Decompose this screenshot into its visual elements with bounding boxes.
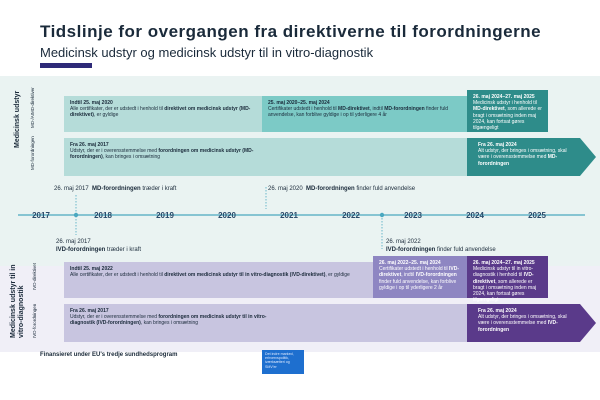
md-ann2-date: 26. maj 2020	[268, 186, 303, 192]
ivd-row2-label: IVD-forordningen	[32, 303, 37, 338]
ivd-ann1-text: træder i kraft	[105, 247, 142, 253]
ivd-row2-seg1-post: , kan bringes i omsætning	[140, 320, 199, 327]
md-annotation-2020	[268, 186, 415, 192]
eu-logo-box	[262, 350, 304, 374]
ivd-ann2-bold: IVD-forordningen	[386, 247, 436, 253]
md-row1-seg2-mid: , indtil	[369, 106, 385, 113]
ivd-row1-seg2-bold: IVD-direktivet	[379, 266, 460, 279]
ivd-row1-segment-3	[467, 256, 548, 304]
ivd-row2-seg1-pre: Udstyr, der er i overensstemmelse med	[70, 314, 159, 321]
md-row1-seg3-pre: Medicinsk udstyr i henhold til	[473, 100, 537, 107]
ivd-row1-segment-1	[64, 262, 373, 298]
md-row1-seg2-head: 25. maj 2020–25. maj 2024	[268, 100, 330, 106]
ivd-row1-seg1-bold: direktivet om medicinsk udstyr til in vitro-diagnostik (IVD-direktivet)	[164, 272, 326, 279]
md-row2-segment-2	[472, 138, 582, 176]
md-row2-seg2-pre: Alt udstyr, der bringes i omsætning, skal være i overensstemmelse med	[478, 148, 567, 161]
ivd-row2-segment-1	[64, 304, 294, 342]
md-row1-segment-1	[64, 96, 262, 132]
year-2025: 2025	[528, 211, 546, 220]
md-section-label: Medicinsk udstyr	[14, 90, 21, 148]
md-row1-seg3-head: 26. maj 2024–27. maj 2025	[473, 94, 535, 100]
md-ann1-date: 26. maj 2017	[54, 186, 89, 192]
md-row1-seg3-bold: MD-direktivet	[473, 106, 505, 113]
ivd-row1-seg1-post: , er gyldige	[325, 272, 350, 279]
ivd-section-label: Medicinsk udstyr til in vitro-diagnostik	[10, 264, 25, 338]
ivd-row1-seg3-pre: Medicinsk udstyr til in vitro-diagnostik i henhold til	[473, 266, 534, 279]
ivd-ann1-bold: IVD-forordningen	[56, 247, 106, 253]
md-row1-seg3-post: , som allerede er bragt i omsætning inden maj 2024, kan fortsat gøres tilgængeligt	[473, 106, 542, 132]
ivd-row2-seg2-bold: IVD-forordningen	[478, 320, 558, 333]
year-2022: 2022	[342, 211, 360, 220]
md-row2-label: MD-forordningen	[30, 136, 35, 170]
year-2020: 2020	[218, 211, 236, 220]
md-ann1-text: træder i kraft	[140, 186, 177, 192]
title-accent-bar	[40, 63, 92, 68]
md-row2-seg1-pre: Udstyr, der er i overensstemmelse med	[70, 148, 159, 155]
md-row1-seg2-pre: Certifikater udstedt i henhold til	[268, 106, 339, 113]
ivd-row2-seg1-head: Fra 26. maj 2017	[70, 308, 109, 314]
ivd-ann1-date: 26. maj 2017	[56, 239, 91, 245]
md-row1-seg2-bold2: MD-forordningen	[384, 106, 425, 113]
year-2019: 2019	[156, 211, 174, 220]
marker-2022-dot	[380, 213, 384, 217]
md-row2-segment-1	[64, 138, 264, 176]
md-row1-seg2-post: finder fuld anvendelse, kan forblive gyldige i op til yderligere 4 år	[268, 106, 449, 119]
ivd-row2-segment-2	[472, 304, 582, 342]
ivd-row1-seg1-head: Indtil 25. maj 2022	[70, 266, 113, 272]
md-annotation-2017	[54, 186, 176, 192]
year-2024: 2024	[466, 211, 484, 220]
md-row1-segment-3	[467, 90, 548, 132]
md-row1-seg1-pre: Alle certifikater, der er udstedt i henhold til	[70, 106, 165, 113]
md-row2-seg1-head: Fra 26. maj 2017	[70, 142, 109, 148]
md-row1-seg1-post: , er gyldige	[93, 112, 119, 119]
md-row2-seg2-bold: MD-forordningen	[478, 154, 558, 167]
ivd-row1-seg2-pre: Certifikater udstedt i henhold til	[379, 266, 450, 273]
md-row1-seg1-head: Indtil 25. maj 2020	[70, 100, 113, 106]
year-2021: 2021	[280, 211, 298, 220]
ivd-row1-seg2-bold2: IVD-forordningen	[415, 272, 457, 279]
eu-logo-text: Det indre marked, erhvervspolitik, iværksætteri og SMV'er	[265, 352, 294, 369]
ivd-row2-seg2-head: Fra 26. maj 2024	[478, 308, 517, 314]
year-2023: 2023	[404, 211, 422, 220]
md-row1-seg1-bold: direktivet om medicinsk udstyr (MD-direktivet)	[70, 106, 251, 119]
md-row1-label: MD-/AIMD-direktiver	[30, 87, 35, 128]
ivd-row1-seg3-head: 26. maj 2024–27. maj 2025	[473, 260, 535, 266]
page-title: Tidslinje for overgangen fra direktiverne til forordningerne	[40, 22, 542, 41]
md-row1-seg2-bold: MD-direktivet	[338, 106, 370, 113]
md-row2-seg1-post: , kan bringes i omsætning	[102, 154, 161, 161]
ivd-row1-seg1-pre: Alle certifikater, der er udstedt i henhold til	[70, 272, 165, 279]
md-ann2-bold: MD-forordningen	[306, 186, 355, 192]
ivd-row1-label: IVD-direktivet	[32, 262, 37, 290]
ivd-row1-segment-2	[373, 256, 467, 298]
md-ann1-bold: MD-forordningen	[92, 186, 141, 192]
ivd-annotation-2022	[386, 238, 496, 254]
ivd-row1-seg2-mid: , indtil	[401, 272, 416, 279]
ivd-ann2-text: finder fuld anvendelse	[435, 247, 496, 253]
ivd-row1-seg2-head: 26. maj 2022–25. maj 2024	[379, 260, 441, 266]
year-2017: 2017	[32, 211, 50, 220]
md-ann2-text: finder fuld anvendelse	[354, 186, 416, 192]
ivd-row1-seg2-post: finder fuld anvendelse, kan forblive gyldige i op til yderligere 2 år	[379, 278, 457, 291]
md-row2-seg2-head: Fra 26. maj 2024	[478, 142, 517, 148]
footer-funding-text: Finansieret under EU's tredje sundhedsprogram	[40, 352, 178, 358]
md-row2-seg1-bold: forordningen om medicinsk udstyr (MD-forordningen)	[70, 148, 254, 161]
ivd-row1-seg3-bold: IVD-direktivet	[473, 272, 534, 285]
ivd-row1-seg3-post: , som allerede er bragt i omsætning inden maj 2024, kan fortsat gøres tilgængeligt	[473, 278, 537, 304]
ivd-row2-seg1-bold: forordningen om medicinsk udstyr til in vitro-diagnostik (IVD-forordningen)	[70, 314, 267, 327]
year-2018: 2018	[94, 211, 112, 220]
ivd-ann2-date: 26. maj 2022	[386, 239, 421, 245]
ivd-row2-seg2-pre: Alt udstyr, der bringes i omsætning, skal være i overensstemmelse med	[478, 314, 567, 327]
ivd-annotation-2017	[56, 238, 141, 254]
md-row1-segment-2	[262, 96, 467, 132]
page-subtitle: Medicinsk udstyr og medicinsk udstyr til in vitro-diagnostik	[40, 45, 374, 60]
marker-2017-dot	[74, 213, 78, 217]
